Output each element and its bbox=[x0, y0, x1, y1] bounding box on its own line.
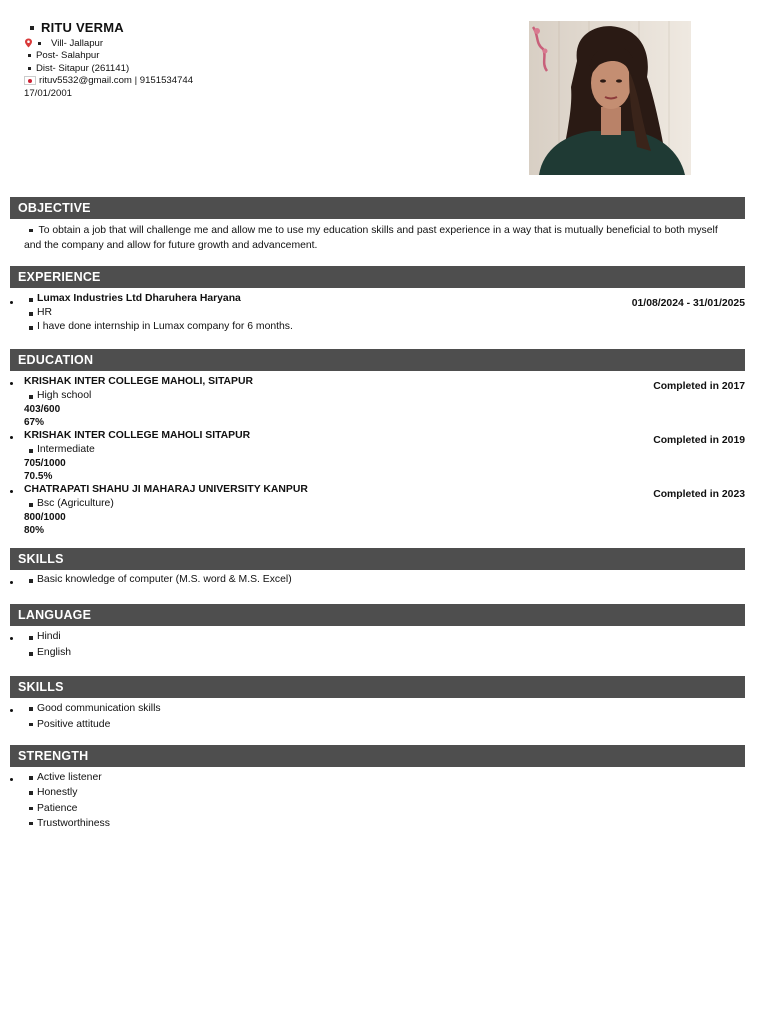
language-body bbox=[10, 629, 745, 661]
skill-text: Positive attitude bbox=[37, 718, 111, 730]
section-heading: OBJECTIVE bbox=[10, 197, 745, 219]
role-text: HR bbox=[37, 307, 53, 318]
bullet-square bbox=[29, 776, 33, 780]
soft-skills-body bbox=[10, 701, 745, 732]
education-item bbox=[10, 375, 745, 429]
education-institution: CHATRAPATI SHAHU JI MAHARAJ UNIVERSITY KANPUR bbox=[24, 484, 308, 495]
language-item bbox=[10, 629, 745, 645]
skill-text: Good communication skills bbox=[37, 703, 161, 714]
strength-item bbox=[10, 801, 745, 816]
education-item bbox=[10, 429, 745, 483]
skills-body bbox=[10, 573, 745, 587]
address-post-row bbox=[24, 50, 484, 63]
education-institution: KRISHAK INTER COLLEGE MAHOLI, SITAPUR bbox=[24, 376, 253, 387]
description-text: I have done internship in Lumax company for 6 months. bbox=[37, 321, 293, 332]
strength-body bbox=[10, 770, 745, 831]
profile-photo bbox=[529, 21, 691, 175]
section-heading: SKILLS bbox=[10, 548, 745, 570]
education-section bbox=[10, 349, 745, 537]
bullet-square bbox=[29, 579, 33, 583]
experience-dates: 01/08/2024 - 31/01/2025 bbox=[631, 298, 745, 309]
education-item bbox=[10, 483, 745, 537]
strength-text: Patience bbox=[37, 802, 78, 814]
strength-section bbox=[10, 745, 745, 831]
india-flag-icon bbox=[24, 76, 36, 85]
candidate-name: RITU VERMA bbox=[41, 20, 124, 35]
bullet-square bbox=[29, 822, 33, 826]
experience-section bbox=[10, 266, 745, 334]
section-heading: LANGUAGE bbox=[10, 604, 745, 626]
section-heading: SKILLS bbox=[10, 676, 745, 698]
contact-row bbox=[24, 75, 484, 88]
education-marks: 403/600 bbox=[24, 404, 61, 415]
strength-text: Honestly bbox=[37, 787, 78, 799]
objective-text-block bbox=[10, 223, 724, 253]
education-course bbox=[10, 443, 745, 457]
education-percent: 70.5% bbox=[24, 471, 53, 482]
section-heading: EXPERIENCE bbox=[10, 266, 745, 288]
objective-section bbox=[10, 197, 745, 253]
list-dot bbox=[10, 490, 13, 493]
experience-role bbox=[10, 306, 745, 320]
course-text: High school bbox=[37, 390, 92, 401]
language-text: Hindi bbox=[37, 631, 61, 642]
strength-item bbox=[10, 770, 745, 785]
skill-text: Basic knowledge of computer (M.S. word & M.S. Excel) bbox=[37, 574, 292, 585]
strength-text: Active listener bbox=[37, 772, 102, 783]
education-course bbox=[10, 389, 745, 403]
bullet-square bbox=[29, 312, 33, 316]
header-block bbox=[24, 20, 484, 100]
education-percent: 67% bbox=[24, 417, 45, 428]
bullet-square bbox=[29, 395, 33, 399]
skill-item bbox=[10, 701, 745, 717]
course-text: Bsc (Agriculture) bbox=[37, 498, 114, 509]
address-post: Post- Salahpur bbox=[36, 50, 100, 62]
strength-text: Trustworthiness bbox=[37, 817, 110, 829]
dob-row bbox=[24, 87, 484, 100]
list-dot bbox=[10, 382, 13, 385]
location-pin-icon bbox=[24, 38, 36, 48]
bullet-square bbox=[28, 67, 31, 70]
bullet-square bbox=[28, 54, 31, 57]
experience-body bbox=[10, 292, 745, 334]
contact-info[interactable]: rituv5532@gmail.com | 9151534744 bbox=[39, 75, 194, 87]
education-marks: 800/1000 bbox=[24, 512, 66, 523]
education-status: Completed in 2017 bbox=[653, 381, 745, 392]
address-village: Vill- Jallapur bbox=[51, 37, 104, 49]
objective-text: To obtain a job that will challenge me and allow me to use my education skills and past experience in a way that is mutually beneficial to both myself and the company and allow for future growth and advancement. bbox=[24, 225, 718, 251]
bullet-square bbox=[38, 42, 41, 45]
bullet-square bbox=[29, 298, 33, 302]
education-institution: KRISHAK INTER COLLEGE MAHOLI SITAPUR bbox=[24, 430, 251, 441]
bullet-square bbox=[29, 791, 33, 795]
skill-item bbox=[10, 717, 745, 733]
bullet-square bbox=[29, 723, 33, 727]
skill-item bbox=[10, 573, 745, 587]
education-marks: 705/1000 bbox=[24, 458, 66, 469]
soft-skills-section bbox=[10, 676, 745, 732]
section-heading: STRENGTH bbox=[10, 745, 745, 767]
company-name: Lumax Industries Ltd Dharuhera Haryana bbox=[37, 293, 241, 304]
date-of-birth: 17/01/2001 bbox=[24, 87, 73, 99]
section-heading: EDUCATION bbox=[10, 349, 745, 371]
experience-company bbox=[10, 292, 745, 306]
address-district-row bbox=[24, 62, 484, 75]
bullet-square bbox=[29, 807, 33, 811]
experience-description bbox=[10, 320, 745, 334]
name-row bbox=[30, 20, 484, 35]
skills-section bbox=[10, 548, 745, 587]
education-percent: 80% bbox=[24, 525, 45, 536]
education-course bbox=[10, 497, 745, 511]
education-status: Completed in 2023 bbox=[653, 489, 745, 500]
bullet-square bbox=[29, 326, 33, 330]
address-district: Dist- Sitapur (261141) bbox=[36, 62, 130, 74]
bullet-square bbox=[29, 636, 33, 640]
language-item bbox=[10, 645, 745, 661]
list-dot bbox=[10, 436, 13, 439]
bullet-square bbox=[30, 26, 34, 30]
strength-item bbox=[10, 785, 745, 800]
strength-item bbox=[10, 816, 745, 831]
course-text: Intermediate bbox=[37, 444, 95, 455]
address-village-row bbox=[24, 37, 484, 50]
bullet-square bbox=[29, 229, 33, 233]
language-section bbox=[10, 604, 745, 661]
language-text: English bbox=[37, 647, 72, 658]
education-body bbox=[10, 375, 745, 537]
bullet-square bbox=[29, 652, 33, 656]
bullet-square bbox=[29, 449, 33, 453]
bullet-square bbox=[29, 503, 33, 507]
bullet-square bbox=[29, 707, 33, 711]
education-status: Completed in 2019 bbox=[653, 435, 745, 446]
